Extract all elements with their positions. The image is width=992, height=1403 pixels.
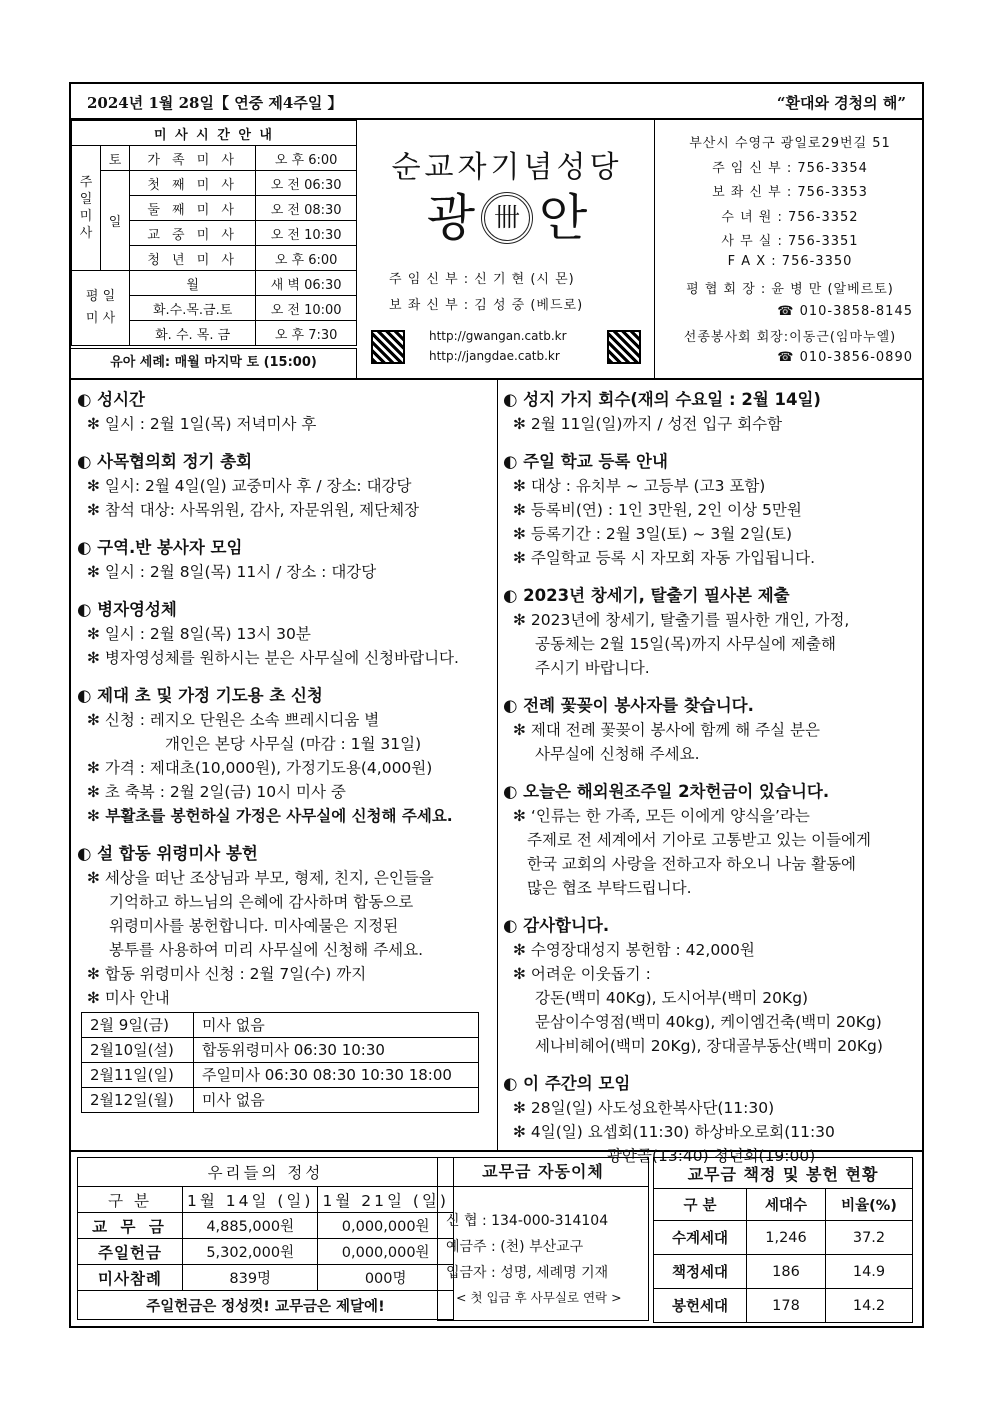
section-bible-transcription: [503, 584, 921, 680]
church-seal-icon: 卌: [481, 192, 533, 244]
weekday-days: 화.수.목.금.토: [130, 296, 256, 321]
cell: 000명: [318, 1265, 453, 1291]
mass-name: 교 중 미 사: [130, 221, 256, 246]
col-header: 1월 21일 (일): [318, 1187, 453, 1213]
mass-name: 첫 째 미 사: [130, 171, 256, 196]
cell: 839명: [183, 1265, 318, 1291]
section-title: ◐ 제대 초 및 가정 기도용 초 신청: [77, 686, 323, 705]
weekday-time: 오 후 7:30: [256, 321, 357, 346]
section-title: ◐ 이 주간의 모임: [503, 1074, 631, 1093]
bulletin-date: 2024년 1월 28일【 연중 제4주일 】: [87, 94, 343, 112]
section-candles: [77, 684, 493, 828]
sunday-label: 일: [101, 171, 130, 271]
pastor-line: 주 임 신 부 : 신 기 현 (시 몬): [389, 272, 575, 287]
section-memorial-mass: [77, 842, 493, 1113]
table-row: [82, 1088, 479, 1113]
section-pastoral-council: [77, 450, 493, 522]
col-header: 1월 14일 (일): [183, 1187, 318, 1213]
top-info-block: [69, 120, 924, 380]
col-header: 세대수: [747, 1189, 826, 1221]
cell: 0,000,000원: [318, 1213, 453, 1239]
section-line: 문삼이수영점(백미 40kg), 케이엠건축(백미 20Kg): [535, 1013, 882, 1031]
section-line: ✻ 제대 전례 꽃꽂이 봉사에 함께 해 주실 분은: [513, 721, 820, 739]
church-name: [359, 178, 655, 250]
sched-value: 미사 없음: [194, 1013, 479, 1038]
sched-date: 2월10일(설): [82, 1038, 194, 1063]
section-line: ✻ 참석 대상: 사목위원, 감사, 자문위원, 제단체장: [87, 501, 420, 519]
saturday-label: 토: [101, 146, 130, 171]
section-line: ✻ 등록비(연) : 1인 3만원, 2인 이상 5만원: [513, 501, 802, 519]
column-divider: [497, 380, 498, 1150]
section-sick-communion: [77, 598, 493, 670]
section-line: ✻ 일시: 2월 4일(일) 교중미사 후 / 장소: 대강당: [87, 477, 412, 495]
section-line: ✻ 일시 : 2월 1일(목) 저녁미사 후: [87, 415, 317, 433]
section-line: ✻ 대상 : 유치부 ~ 고등부 (고3 포함): [513, 477, 766, 495]
sched-value: 합동위령미사 06:30 10:30: [194, 1038, 479, 1063]
church-name-right: 안: [539, 189, 588, 247]
qr-code-icon: [607, 330, 641, 364]
contact-block: [657, 120, 923, 378]
bank-holder: 예금주 : (천) 부산교구: [446, 1239, 584, 1255]
left-column: [77, 388, 493, 1127]
offering-title: 우리들의 정성: [78, 1158, 454, 1187]
col-header: 비율(%): [826, 1189, 913, 1221]
row-label: 미사참례: [78, 1265, 183, 1291]
mass-time: 오 전 06:30: [256, 171, 357, 196]
table-row: [78, 1265, 454, 1291]
header-bar: [69, 82, 924, 120]
section-line: 주시기 바랍니다.: [535, 659, 650, 677]
section-line: 주제로 전 세계에서 기아로 고통받고 있는 이들에게: [527, 831, 871, 849]
website-link-2[interactable]: http://jangdae.catb.kr: [429, 349, 560, 363]
section-line: ✻ 병자영성체를 원하시는 분은 사무실에 신청바랍니다.: [87, 649, 459, 667]
cell: 178: [747, 1289, 826, 1323]
section-line: ✻ 미사 안내: [87, 989, 170, 1007]
section-palm-collection: [503, 388, 921, 436]
row-label: 수계세대: [654, 1221, 747, 1255]
cell: 14.2: [826, 1289, 913, 1323]
address: 부산시 수영구 광일로29번길 51: [689, 136, 891, 151]
section-line: ✻ 일시 : 2월 8일(목) 13시 30분: [87, 625, 311, 643]
section-line: ✻ 2023년에 창세기, 탈출기를 필사한 개인, 가정,: [513, 611, 850, 629]
sched-value: 주일미사 06:30 08:30 10:30 18:00: [194, 1063, 479, 1088]
table-row: [82, 1013, 479, 1038]
contact-line: 수 녀 원 : 756-3352: [721, 210, 859, 225]
contact-line: 평 협 회 장 : 윤 병 만 (알베르토): [686, 282, 894, 297]
mass-name: 가 족 미 사: [130, 146, 256, 171]
assistant-priest-line: 보 좌 신 부 : 김 성 중 (베드로): [389, 298, 584, 313]
church-title-block: [359, 120, 655, 378]
col-header: 구 분: [654, 1189, 747, 1221]
section-title: ◐ 성지 가지 회수(재의 수요일 : 2월 14일): [503, 390, 821, 409]
section-line: 공동체는 2월 15일(목)까지 사무실에 제출해: [535, 635, 836, 653]
section-line: ✻ ‘인류는 한 가족, 모든 이에게 양식을’라는: [513, 807, 810, 825]
sunday-mass-label: 주 일 미 사: [72, 146, 101, 271]
contact-line: 보 좌 신 부 : 756-3353: [712, 185, 868, 200]
row-label: 주일헌금: [78, 1239, 183, 1265]
sched-date: 2월11일(일): [82, 1063, 194, 1088]
section-line: 강돈(백미 40Kg), 도시어부(백미 20Kg): [535, 989, 809, 1007]
contact-phone: ☎ 010-3856-0890: [777, 350, 913, 365]
status-title: 교무금 책정 및 봉헌 현황: [654, 1158, 913, 1189]
section-line: ✻ 부활초를 봉헌하실 가정은 사무실에 신청해 주세요.: [87, 807, 453, 825]
row-label: 책정세대: [654, 1255, 747, 1289]
section-sunday-school: [503, 450, 921, 570]
mass-time: 오 후 6:00: [256, 246, 357, 271]
table-row: [654, 1221, 913, 1255]
mass-time: 오 전 08:30: [256, 196, 357, 221]
section-line: 많은 협조 부탁드립니다.: [527, 879, 692, 897]
bank-depositor: 입금자 : 성명, 세례명 기재: [446, 1265, 609, 1281]
section-thanks: [503, 914, 921, 1058]
bank-title: 교무금 자동이체: [438, 1158, 648, 1187]
section-volunteers: [77, 536, 493, 584]
section-line: ✻ 28일(일) 사도성요한복사단(11:30): [513, 1099, 775, 1117]
section-line: ✻ 합동 위령미사 신청 : 2월 7일(수) 까지: [87, 965, 367, 983]
mass-name: 청 년 미 사: [130, 246, 256, 271]
weekday-time: 새 벽 06:30: [256, 271, 357, 296]
cell: 5,302,000원: [183, 1239, 318, 1265]
offering-table: [77, 1157, 454, 1320]
cell: 14.9: [826, 1255, 913, 1289]
contact-line: F A X : 756-3350: [727, 254, 853, 269]
cell: 186: [747, 1255, 826, 1289]
section-line: 사무실에 신청해 주세요.: [535, 745, 700, 763]
weekday-mass-label: 평 일 미 사: [72, 271, 130, 346]
section-line: 위령미사를 봉헌합니다. 미사예물은 지정된: [109, 917, 399, 935]
section-overseas-aid: [503, 780, 921, 900]
qr-code-icon: [371, 330, 405, 364]
cell: 0,000,000원: [318, 1239, 453, 1265]
section-title: ◐ 전례 꽃꽂이 봉사자를 찾습니다.: [503, 696, 754, 715]
right-column: [503, 388, 921, 1182]
bank-note: < 첫 입금 후 사무실로 연락 >: [456, 1290, 622, 1305]
section-line: 광안골(13:40) 청년회(19:00): [607, 1147, 816, 1165]
section-line: ✻ 2월 11일(일)까지 / 성전 입구 회수함: [513, 415, 783, 433]
contact-line: 선종봉사회 회장:이동근(임마누엘): [683, 330, 897, 345]
church-name-left: 광: [426, 189, 475, 247]
table-row: [82, 1063, 479, 1088]
section-line: 기억하고 하느님의 은혜에 감사하며 합동으로: [109, 893, 414, 911]
contact-line: 주 임 신 부 : 756-3354: [712, 161, 868, 176]
cell: 4,885,000원: [183, 1213, 318, 1239]
finance-block: [69, 1152, 924, 1328]
section-line: ✻ 가격 : 제대초(10,000원), 가정기도용(4,000원): [87, 759, 433, 777]
cell: 37.2: [826, 1221, 913, 1255]
table-row: [654, 1255, 913, 1289]
row-label: 봉헌세대: [654, 1289, 747, 1323]
contact-phone: ☎ 010-3858-8145: [777, 304, 913, 319]
section-line: ✻ 세상을 떠난 조상님과 부모, 형제, 친지, 은인들을: [87, 869, 434, 887]
section-line: ✻ 4일(일) 요셉회(11:30) 하상바오로회(11:30: [513, 1123, 835, 1141]
col-header: 구 분: [78, 1187, 183, 1213]
section-line: ✻ 신청 : 레지오 단원은 소속 쁘레시디움 별: [87, 711, 380, 729]
row-label: 교 무 금: [78, 1213, 183, 1239]
table-row: [82, 1038, 479, 1063]
section-line: ✻ 일시 : 2월 8일(목) 11시 / 장소 : 대강당: [87, 563, 377, 581]
section-title: ◐ 설 합동 위령미사 봉헌: [77, 844, 258, 863]
mass-name: 둘 째 미 사: [130, 196, 256, 221]
section-line: 세나비헤어(백미 20Kg), 장대골부동산(백미 20Kg): [535, 1037, 883, 1055]
year-theme: “환대와 경청의 해”: [776, 94, 906, 112]
section-line: ✻ 주일학교 등록 시 자모회 자동 가입됩니다.: [513, 549, 816, 567]
mass-time: 오 후 6:00: [256, 146, 357, 171]
section-line: ✻ 어려운 이웃돕기 :: [513, 965, 651, 983]
section-title: ◐ 성시간: [77, 390, 145, 409]
infant-baptism-note: 유아 세례: 매월 마지막 토 (15:00): [71, 348, 357, 378]
weekday-days: 월: [130, 271, 256, 296]
offering-footer: 주일헌금은 정성껏! 교무금은 제달에!: [78, 1291, 454, 1320]
section-title: ◐ 구역.반 봉사자 모임: [77, 538, 243, 557]
section-line: 개인은 본당 사무실 (마감 : 1월 31일): [165, 735, 422, 753]
section-line: ✻ 수영장대성지 봉헌함 : 42,000원: [513, 941, 755, 959]
sched-date: 2월12일(월): [82, 1088, 194, 1113]
section-title: ◐ 감사합니다.: [503, 916, 610, 935]
section-line: ✻ 초 축복 : 2월 2일(금) 10시 미사 중: [87, 783, 346, 801]
memorial-mass-schedule: [81, 1012, 479, 1113]
section-holy-hour: [77, 388, 493, 436]
mass-schedule-title: 미 사 시 간 안 내: [72, 121, 357, 146]
section-line: ✻ 등록기간 : 2월 3일(토) ~ 3월 2일(토): [513, 525, 793, 543]
weekday-time: 오 전 10:00: [256, 296, 357, 321]
table-row: [78, 1239, 454, 1265]
table-row: [78, 1213, 454, 1239]
weekday-days: 화. 수. 목. 금: [130, 321, 256, 346]
section-title: ◐ 2023년 창세기, 탈출기 필사본 제출: [503, 586, 790, 605]
sched-date: 2월 9일(금): [82, 1013, 194, 1038]
section-line: 봉투를 사용하여 미리 사무실에 신청해 주세요.: [109, 941, 424, 959]
section-flower-volunteers: [503, 694, 921, 766]
cell: 1,246: [747, 1221, 826, 1255]
bank-transfer-box: [437, 1157, 649, 1321]
mass-time: 오 전 10:30: [256, 221, 357, 246]
mass-schedule-table: [71, 120, 357, 346]
contact-line: 사 무 실 : 756-3351: [721, 234, 859, 249]
website-link-1[interactable]: http://gwangan.catb.kr: [429, 329, 567, 343]
section-line: 한국 교회의 사랑을 전하고자 하오니 나눔 활동에: [527, 855, 857, 873]
section-title: ◐ 병자영성체: [77, 600, 177, 619]
section-title: ◐ 오늘은 해외원조주일 2차헌금이 있습니다.: [503, 782, 830, 801]
announcements-block: [69, 380, 924, 1165]
tithe-status-table: [653, 1157, 913, 1323]
bank-account: 신 협 : 134-000-314104: [446, 1213, 609, 1229]
section-title: ◐ 주일 학교 등록 안내: [503, 452, 668, 471]
section-title: ◐ 사목협의회 정기 총회: [77, 452, 253, 471]
sched-value: 미사 없음: [194, 1088, 479, 1113]
church-subtitle: 순교자기념성당: [391, 150, 623, 185]
table-row: [654, 1289, 913, 1323]
